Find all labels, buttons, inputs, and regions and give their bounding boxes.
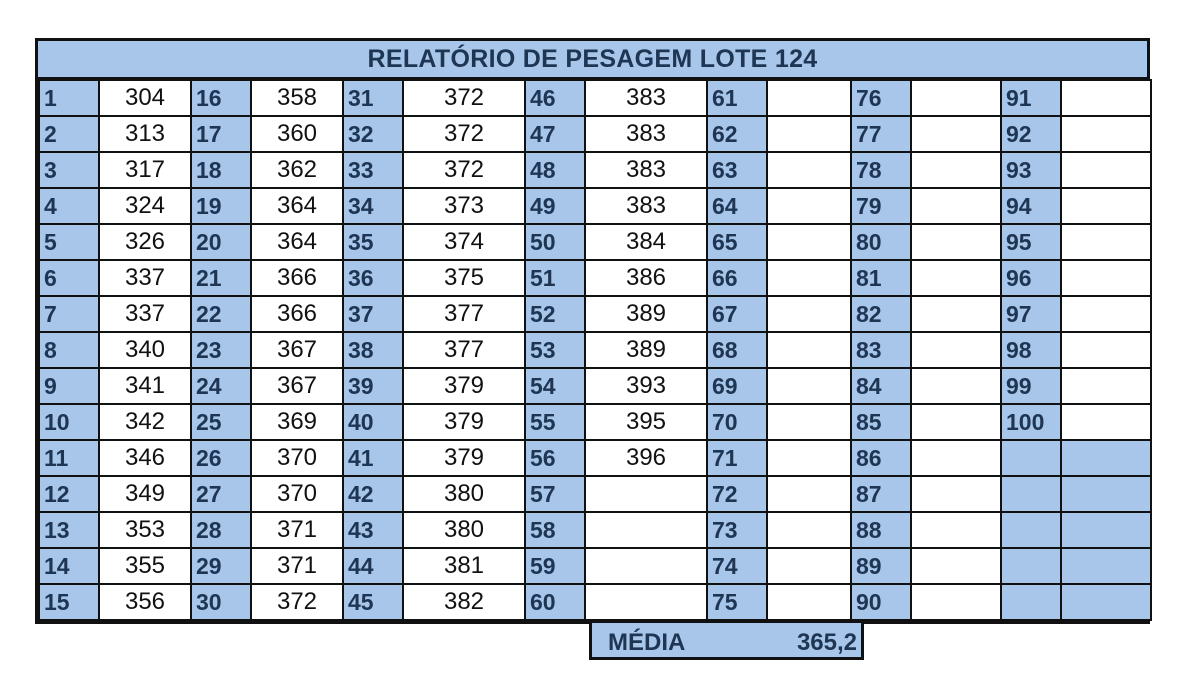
row-number-cell: 57 (525, 476, 585, 512)
weight-cell: 377 (403, 296, 525, 332)
row-number-cell: 66 (707, 260, 767, 296)
weight-cell: 389 (585, 296, 707, 332)
weight-cell (585, 584, 707, 620)
weight-cell: 379 (403, 404, 525, 440)
row-number-cell: 88 (851, 512, 911, 548)
weight-cell: 377 (403, 332, 525, 368)
weight-cell: 372 (403, 116, 525, 152)
table-row (39, 368, 1151, 404)
row-number-cell: 30 (191, 584, 251, 620)
row-number-cell: 19 (191, 188, 251, 224)
weight-cell (1061, 332, 1151, 368)
weight-cell (911, 404, 1001, 440)
weight-cell: 370 (251, 476, 343, 512)
row-number-cell: 73 (707, 512, 767, 548)
table-row (39, 584, 1151, 620)
row-number-cell: 22 (191, 296, 251, 332)
weight-cell: 340 (99, 332, 191, 368)
weight-cell (911, 584, 1001, 620)
weight-cell: 396 (585, 440, 707, 476)
row-number-cell: 34 (343, 188, 403, 224)
row-number-cell: 64 (707, 188, 767, 224)
row-number-cell: 61 (707, 80, 767, 116)
weight-cell: 342 (99, 404, 191, 440)
weight-cell: 375 (403, 260, 525, 296)
row-number-cell: 11 (39, 440, 99, 476)
weight-cell: 386 (585, 260, 707, 296)
weight-cell (1061, 368, 1151, 404)
row-number-cell: 12 (39, 476, 99, 512)
row-number-cell: 25 (191, 404, 251, 440)
row-number-cell: 40 (343, 404, 403, 440)
row-number-cell: 83 (851, 332, 911, 368)
row-number-cell: 14 (39, 548, 99, 584)
row-number-cell: 32 (343, 116, 403, 152)
weight-cell (767, 296, 851, 332)
weight-cell (767, 548, 851, 584)
row-number-cell: 69 (707, 368, 767, 404)
row-number-cell: 27 (191, 476, 251, 512)
weight-cell: 371 (251, 548, 343, 584)
row-number-cell: 89 (851, 548, 911, 584)
average-value: 365,2 (796, 629, 857, 656)
row-number-cell: 74 (707, 548, 767, 584)
row-number-cell: 68 (707, 332, 767, 368)
table-row (39, 404, 1151, 440)
row-number-cell: 99 (1001, 368, 1061, 404)
weight-cell (767, 404, 851, 440)
row-number-cell: 24 (191, 368, 251, 404)
row-number-cell: 4 (39, 188, 99, 224)
weight-cell: 374 (403, 224, 525, 260)
row-number-cell: 76 (851, 80, 911, 116)
weight-cell (767, 188, 851, 224)
weight-cell: 373 (403, 188, 525, 224)
weight-cell (1061, 80, 1151, 116)
table-row (39, 296, 1151, 332)
weight-cell: 379 (403, 440, 525, 476)
row-number-cell: 77 (851, 116, 911, 152)
table-row (39, 476, 1151, 512)
table-row (39, 440, 1151, 476)
weight-cell (585, 548, 707, 584)
row-number-cell: 29 (191, 548, 251, 584)
weight-cell (585, 512, 707, 548)
row-number-cell: 21 (191, 260, 251, 296)
weight-cell (585, 476, 707, 512)
weight-cell (1061, 476, 1151, 512)
weight-cell: 389 (585, 332, 707, 368)
table-row (39, 260, 1151, 296)
weight-cell: 353 (99, 512, 191, 548)
row-number-cell: 17 (191, 116, 251, 152)
row-number-cell: 37 (343, 296, 403, 332)
weight-cell: 379 (403, 368, 525, 404)
weight-cell (1061, 404, 1151, 440)
weight-cell: 349 (99, 476, 191, 512)
row-number-cell: 86 (851, 440, 911, 476)
row-number-cell: 15 (39, 584, 99, 620)
row-number-cell: 1 (39, 80, 99, 116)
weight-cell: 360 (251, 116, 343, 152)
row-number-cell: 87 (851, 476, 911, 512)
weight-cell: 383 (585, 80, 707, 116)
row-number-cell: 38 (343, 332, 403, 368)
row-number-cell (1001, 512, 1061, 548)
row-number-cell: 5 (39, 224, 99, 260)
weight-cell (767, 368, 851, 404)
row-number-cell: 9 (39, 368, 99, 404)
weight-cell: 367 (251, 368, 343, 404)
row-number-cell (1001, 440, 1061, 476)
row-number-cell: 70 (707, 404, 767, 440)
weight-cell (1061, 188, 1151, 224)
row-number-cell: 52 (525, 296, 585, 332)
average-label: MÉDIA (608, 629, 686, 656)
weight-cell: 380 (403, 476, 525, 512)
weight-cell: 393 (585, 368, 707, 404)
table-row (39, 548, 1151, 584)
row-number-cell: 63 (707, 152, 767, 188)
weight-cell: 326 (99, 224, 191, 260)
weight-cell (911, 476, 1001, 512)
weight-cell: 356 (99, 584, 191, 620)
row-number-cell: 71 (707, 440, 767, 476)
row-number-cell: 45 (343, 584, 403, 620)
weight-cell: 383 (585, 152, 707, 188)
row-number-cell (1001, 584, 1061, 620)
table-row (39, 80, 1151, 116)
row-number-cell: 55 (525, 404, 585, 440)
weight-cell: 366 (251, 296, 343, 332)
row-number-cell: 91 (1001, 80, 1061, 116)
weight-cell: 395 (585, 404, 707, 440)
weight-cell: 384 (585, 224, 707, 260)
weight-cell (767, 584, 851, 620)
row-number-cell: 82 (851, 296, 911, 332)
row-number-cell: 18 (191, 152, 251, 188)
row-number-cell: 43 (343, 512, 403, 548)
row-number-cell: 94 (1001, 188, 1061, 224)
weight-cell: 370 (251, 440, 343, 476)
row-number-cell: 81 (851, 260, 911, 296)
weight-cell: 346 (99, 440, 191, 476)
row-number-cell: 49 (525, 188, 585, 224)
row-number-cell: 7 (39, 296, 99, 332)
table-row (39, 224, 1151, 260)
weight-cell (911, 152, 1001, 188)
row-number-cell: 96 (1001, 260, 1061, 296)
row-number-cell: 26 (191, 440, 251, 476)
row-number-cell: 65 (707, 224, 767, 260)
row-number-cell: 90 (851, 584, 911, 620)
weight-cell: 358 (251, 80, 343, 116)
weight-cell (767, 440, 851, 476)
weight-cell: 371 (251, 512, 343, 548)
weight-cell: 381 (403, 548, 525, 584)
weight-cell (1061, 512, 1151, 548)
weight-cell: 369 (251, 404, 343, 440)
row-number-cell: 75 (707, 584, 767, 620)
row-number-cell: 31 (343, 80, 403, 116)
row-number-cell: 93 (1001, 152, 1061, 188)
weight-cell: 372 (403, 152, 525, 188)
weight-cell (911, 188, 1001, 224)
weight-cell (1061, 224, 1151, 260)
weight-cell: 313 (99, 116, 191, 152)
weight-cell (911, 332, 1001, 368)
table-row (39, 188, 1151, 224)
weight-cell: 383 (585, 188, 707, 224)
weight-cell (911, 548, 1001, 584)
row-number-cell: 50 (525, 224, 585, 260)
table-row (39, 332, 1151, 368)
weight-cell (767, 224, 851, 260)
table-row (39, 152, 1151, 188)
row-number-cell: 2 (39, 116, 99, 152)
weight-cell (911, 224, 1001, 260)
weight-cell: 317 (99, 152, 191, 188)
weights-table (38, 79, 1152, 621)
row-number-cell: 8 (39, 332, 99, 368)
row-number-cell: 100 (1001, 404, 1061, 440)
average-box (589, 620, 864, 660)
row-number-cell (1001, 548, 1061, 584)
row-number-cell: 13 (39, 512, 99, 548)
row-number-cell: 97 (1001, 296, 1061, 332)
row-number-cell: 60 (525, 584, 585, 620)
row-number-cell: 92 (1001, 116, 1061, 152)
row-number-cell: 85 (851, 404, 911, 440)
row-number-cell: 16 (191, 80, 251, 116)
row-number-cell: 62 (707, 116, 767, 152)
weight-cell (767, 116, 851, 152)
weight-cell: 337 (99, 296, 191, 332)
weight-cell (767, 332, 851, 368)
row-number-cell: 6 (39, 260, 99, 296)
row-number-cell: 47 (525, 116, 585, 152)
row-number-cell: 20 (191, 224, 251, 260)
weight-cell: 367 (251, 332, 343, 368)
table-row (39, 116, 1151, 152)
weight-cell (911, 296, 1001, 332)
row-number-cell: 95 (1001, 224, 1061, 260)
row-number-cell: 58 (525, 512, 585, 548)
row-number-cell: 67 (707, 296, 767, 332)
row-number-cell: 35 (343, 224, 403, 260)
row-number-cell: 56 (525, 440, 585, 476)
weight-cell: 362 (251, 152, 343, 188)
row-number-cell: 44 (343, 548, 403, 584)
weight-cell: 304 (99, 80, 191, 116)
weight-cell (767, 80, 851, 116)
weight-cell (767, 152, 851, 188)
row-number-cell: 84 (851, 368, 911, 404)
weight-cell: 380 (403, 512, 525, 548)
weight-cell (1061, 548, 1151, 584)
weight-cell: 383 (585, 116, 707, 152)
row-number-cell: 10 (39, 404, 99, 440)
report-title: RELATÓRIO DE PESAGEM LOTE 124 (38, 41, 1147, 79)
row-number-cell: 48 (525, 152, 585, 188)
weight-cell: 324 (99, 188, 191, 224)
weight-cell (1061, 440, 1151, 476)
row-number-cell: 3 (39, 152, 99, 188)
row-number-cell: 46 (525, 80, 585, 116)
weight-cell: 382 (403, 584, 525, 620)
row-number-cell: 41 (343, 440, 403, 476)
weight-cell (767, 260, 851, 296)
row-number-cell: 80 (851, 224, 911, 260)
row-number-cell: 53 (525, 332, 585, 368)
row-number-cell: 28 (191, 512, 251, 548)
weight-cell (911, 260, 1001, 296)
weight-cell: 364 (251, 188, 343, 224)
row-number-cell: 98 (1001, 332, 1061, 368)
weight-cell (1061, 296, 1151, 332)
row-number-cell: 59 (525, 548, 585, 584)
weight-cell (911, 440, 1001, 476)
weight-cell: 364 (251, 224, 343, 260)
weighing-report (35, 38, 1150, 624)
weight-cell (767, 476, 851, 512)
row-number-cell: 54 (525, 368, 585, 404)
weight-cell (1061, 584, 1151, 620)
weight-cell: 372 (403, 80, 525, 116)
weight-cell: 372 (251, 584, 343, 620)
row-number-cell (1001, 476, 1061, 512)
weight-cell (911, 80, 1001, 116)
weight-cell (1061, 260, 1151, 296)
weight-cell (1061, 116, 1151, 152)
row-number-cell: 42 (343, 476, 403, 512)
row-number-cell: 23 (191, 332, 251, 368)
row-number-cell: 72 (707, 476, 767, 512)
table-row (39, 512, 1151, 548)
weight-cell (911, 368, 1001, 404)
weight-cell (911, 512, 1001, 548)
row-number-cell: 51 (525, 260, 585, 296)
weight-cell: 337 (99, 260, 191, 296)
weight-cell (1061, 152, 1151, 188)
weight-cell (911, 116, 1001, 152)
weight-cell: 341 (99, 368, 191, 404)
weight-cell: 355 (99, 548, 191, 584)
weight-cell: 366 (251, 260, 343, 296)
row-number-cell: 79 (851, 188, 911, 224)
row-number-cell: 39 (343, 368, 403, 404)
row-number-cell: 78 (851, 152, 911, 188)
weight-cell (767, 512, 851, 548)
row-number-cell: 33 (343, 152, 403, 188)
row-number-cell: 36 (343, 260, 403, 296)
